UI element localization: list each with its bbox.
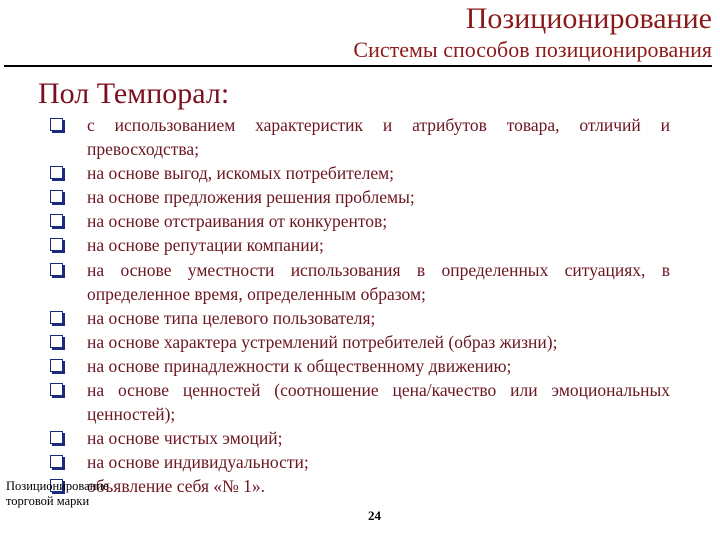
list-item: [48, 354, 670, 378]
slide-subtitle: Системы способов позиционирования: [353, 37, 712, 62]
slide-title: Позиционирование: [465, 2, 712, 35]
list-item: [48, 378, 670, 426]
list-item: [48, 233, 670, 257]
list-item-text: на основе выгод, искомых потребителем;: [87, 163, 395, 184]
square-bullet-icon: [50, 263, 63, 276]
list-item: [48, 474, 670, 498]
list-item-text: объявление себя «№ 1».: [87, 476, 266, 497]
list-item: [48, 426, 670, 450]
square-bullet-icon: [50, 383, 63, 396]
square-bullet-icon: [50, 359, 63, 372]
list-item: [48, 306, 670, 330]
square-bullet-icon: [50, 455, 63, 468]
footer-caption-line: Позиционирование: [6, 479, 109, 493]
positioning-methods-list: [48, 113, 670, 499]
square-bullet-icon: [50, 118, 63, 131]
page-number: 24: [368, 508, 381, 523]
list-item: [48, 258, 670, 306]
list-item: [48, 161, 670, 185]
list-item-text: на основе принадлежности к общественному движению;: [87, 355, 512, 376]
list-item-text: на основе ценностей (соотношение цена/качество или эмоциональных ценностей);: [87, 380, 670, 425]
list-item-text: на основе типа целевого пользователя;: [87, 307, 376, 328]
footer-caption: [6, 479, 109, 509]
square-bullet-icon: [50, 214, 63, 227]
list-item: [48, 185, 670, 209]
list-item: [48, 113, 670, 161]
list-item-text: на основе характера устремлений потребителей (образ жизни);: [87, 331, 558, 352]
footer-caption-line: торговой марки: [6, 494, 90, 508]
list-item-text: на основе чистых эмоций;: [87, 428, 283, 449]
list-item-text: на основе репутации компании;: [87, 235, 324, 256]
square-bullet-icon: [50, 311, 63, 324]
list-item-text: на основе отстраивания от конкурентов;: [87, 211, 388, 232]
list-item-text: на основе уместности использования в определенных ситуациях, в определенное время, определенным образом;: [87, 259, 670, 304]
square-bullet-icon: [50, 238, 63, 251]
list-item: [48, 209, 670, 233]
list-item-text: на основе индивидуальности;: [87, 452, 309, 473]
section-heading: Пол Темпорал:: [38, 77, 230, 110]
square-bullet-icon: [50, 431, 63, 444]
header-divider: [4, 65, 712, 67]
list-item: [48, 330, 670, 354]
square-bullet-icon: [50, 190, 63, 203]
list-item-text: на основе предложения решения проблемы;: [87, 187, 415, 208]
square-bullet-icon: [50, 166, 63, 179]
list-item: [48, 450, 670, 474]
list-item-text: с использованием характеристик и атрибутов товара, отличий и превосходства;: [87, 115, 670, 160]
square-bullet-icon: [50, 335, 63, 348]
